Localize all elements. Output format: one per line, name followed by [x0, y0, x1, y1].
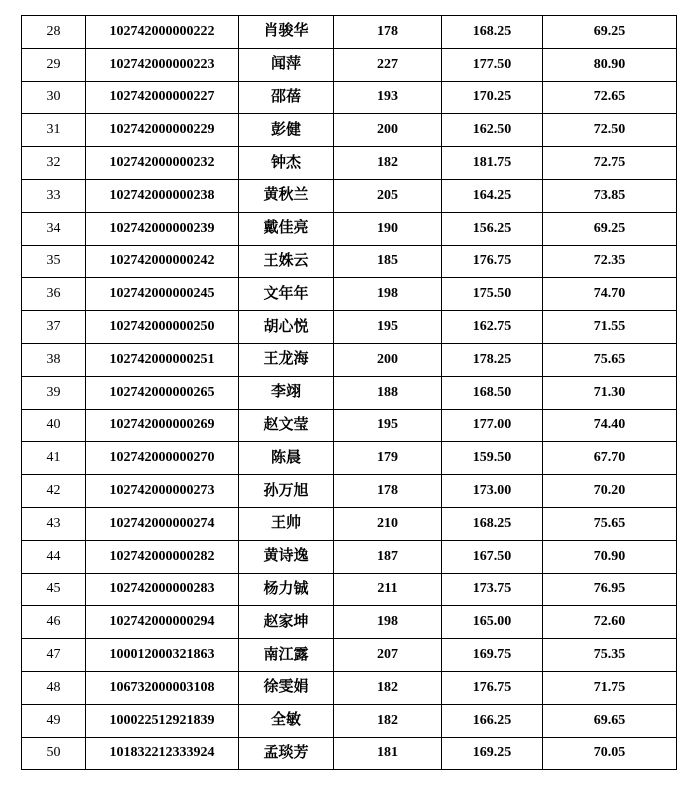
score-b-cell: 168.25: [442, 507, 543, 540]
score-c-cell: 70.90: [543, 540, 677, 573]
candidate-id-cell: 102742000000223: [86, 48, 239, 81]
score-b-cell: 166.25: [442, 704, 543, 737]
candidate-id-cell: 102742000000269: [86, 409, 239, 442]
candidate-name-cell: 王龙海: [239, 343, 334, 376]
score-b-cell: 165.00: [442, 606, 543, 639]
row-number-cell: 44: [22, 540, 86, 573]
candidate-id-cell: 102742000000238: [86, 179, 239, 212]
score-b-cell: 164.25: [442, 179, 543, 212]
row-number-cell: 35: [22, 245, 86, 278]
row-number-cell: 45: [22, 573, 86, 606]
table-body: [22, 16, 677, 770]
score-b-cell: 181.75: [442, 147, 543, 180]
score-c-cell: 72.35: [543, 245, 677, 278]
table-row: [22, 212, 677, 245]
table-row: [22, 147, 677, 180]
row-number-cell: 49: [22, 704, 86, 737]
row-number-cell: 50: [22, 737, 86, 770]
score-a-cell: 190: [334, 212, 442, 245]
candidate-name-cell: 胡心悦: [239, 311, 334, 344]
candidate-id-cell: 101832212333924: [86, 737, 239, 770]
score-a-cell: 198: [334, 278, 442, 311]
candidate-name-cell: 闻萍: [239, 48, 334, 81]
candidate-name-cell: 邵蓓: [239, 81, 334, 114]
score-b-cell: 168.50: [442, 376, 543, 409]
score-b-cell: 169.75: [442, 639, 543, 672]
row-number-cell: 46: [22, 606, 86, 639]
score-b-cell: 175.50: [442, 278, 543, 311]
score-c-cell: 69.65: [543, 704, 677, 737]
table-row: [22, 507, 677, 540]
candidate-name-cell: 杨力铖: [239, 573, 334, 606]
score-a-cell: 207: [334, 639, 442, 672]
row-number-cell: 42: [22, 475, 86, 508]
table-row: [22, 48, 677, 81]
score-a-cell: 185: [334, 245, 442, 278]
candidate-id-cell: 102742000000282: [86, 540, 239, 573]
score-a-cell: 211: [334, 573, 442, 606]
candidate-id-cell: 102742000000227: [86, 81, 239, 114]
score-b-cell: 177.00: [442, 409, 543, 442]
table-row: [22, 16, 677, 49]
candidate-name-cell: 黄秋兰: [239, 179, 334, 212]
row-number-cell: 48: [22, 671, 86, 704]
table-row: [22, 475, 677, 508]
score-a-cell: 182: [334, 671, 442, 704]
candidate-id-cell: 100022512921839: [86, 704, 239, 737]
score-c-cell: 75.65: [543, 343, 677, 376]
score-a-cell: 195: [334, 311, 442, 344]
table-row: [22, 343, 677, 376]
table-row: [22, 671, 677, 704]
candidate-id-cell: 106732000003108: [86, 671, 239, 704]
score-a-cell: 193: [334, 81, 442, 114]
score-c-cell: 70.05: [543, 737, 677, 770]
score-a-cell: 195: [334, 409, 442, 442]
candidate-name-cell: 彭健: [239, 114, 334, 147]
row-number-cell: 43: [22, 507, 86, 540]
score-b-cell: 173.00: [442, 475, 543, 508]
table-row: [22, 540, 677, 573]
score-b-cell: 176.75: [442, 671, 543, 704]
score-table: [21, 15, 677, 770]
table-row: [22, 114, 677, 147]
score-c-cell: 74.40: [543, 409, 677, 442]
table-row: [22, 639, 677, 672]
row-number-cell: 37: [22, 311, 86, 344]
score-a-cell: 200: [334, 343, 442, 376]
table-row: [22, 311, 677, 344]
candidate-id-cell: 102742000000273: [86, 475, 239, 508]
score-b-cell: 169.25: [442, 737, 543, 770]
candidate-id-cell: 102742000000294: [86, 606, 239, 639]
score-b-cell: 156.25: [442, 212, 543, 245]
candidate-name-cell: 赵家坤: [239, 606, 334, 639]
candidate-id-cell: 102742000000270: [86, 442, 239, 475]
score-c-cell: 70.20: [543, 475, 677, 508]
table-row: [22, 409, 677, 442]
candidate-name-cell: 钟杰: [239, 147, 334, 180]
table-row: [22, 245, 677, 278]
score-c-cell: 71.30: [543, 376, 677, 409]
candidate-name-cell: 徐雯娟: [239, 671, 334, 704]
candidate-id-cell: 102742000000251: [86, 343, 239, 376]
row-number-cell: 38: [22, 343, 86, 376]
candidate-name-cell: 赵文莹: [239, 409, 334, 442]
candidate-name-cell: 黄诗逸: [239, 540, 334, 573]
candidate-name-cell: 南江露: [239, 639, 334, 672]
table-row: [22, 442, 677, 475]
table-row: [22, 376, 677, 409]
score-a-cell: 205: [334, 179, 442, 212]
score-b-cell: 173.75: [442, 573, 543, 606]
row-number-cell: 47: [22, 639, 86, 672]
score-b-cell: 177.50: [442, 48, 543, 81]
score-c-cell: 71.75: [543, 671, 677, 704]
score-b-cell: 162.75: [442, 311, 543, 344]
candidate-id-cell: 102742000000232: [86, 147, 239, 180]
candidate-name-cell: 王帅: [239, 507, 334, 540]
score-a-cell: 178: [334, 16, 442, 49]
row-number-cell: 34: [22, 212, 86, 245]
candidate-name-cell: 王姝云: [239, 245, 334, 278]
candidate-name-cell: 孟琰芳: [239, 737, 334, 770]
score-b-cell: 176.75: [442, 245, 543, 278]
candidate-name-cell: 文年年: [239, 278, 334, 311]
row-number-cell: 40: [22, 409, 86, 442]
score-c-cell: 80.90: [543, 48, 677, 81]
score-b-cell: 162.50: [442, 114, 543, 147]
score-a-cell: 200: [334, 114, 442, 147]
score-c-cell: 72.50: [543, 114, 677, 147]
score-c-cell: 76.95: [543, 573, 677, 606]
score-c-cell: 73.85: [543, 179, 677, 212]
row-number-cell: 33: [22, 179, 86, 212]
score-c-cell: 72.75: [543, 147, 677, 180]
table-row: [22, 179, 677, 212]
score-c-cell: 74.70: [543, 278, 677, 311]
candidate-name-cell: 全敏: [239, 704, 334, 737]
score-table-container: [21, 15, 676, 770]
row-number-cell: 31: [22, 114, 86, 147]
candidate-name-cell: 李翊: [239, 376, 334, 409]
row-number-cell: 39: [22, 376, 86, 409]
table-row: [22, 278, 677, 311]
score-c-cell: 72.60: [543, 606, 677, 639]
row-number-cell: 36: [22, 278, 86, 311]
candidate-name-cell: 孙万旭: [239, 475, 334, 508]
score-a-cell: 227: [334, 48, 442, 81]
score-b-cell: 170.25: [442, 81, 543, 114]
score-b-cell: 167.50: [442, 540, 543, 573]
table-row: [22, 606, 677, 639]
table-row: [22, 704, 677, 737]
table-row: [22, 573, 677, 606]
table-row: [22, 737, 677, 770]
score-c-cell: 69.25: [543, 16, 677, 49]
score-c-cell: 67.70: [543, 442, 677, 475]
score-c-cell: 71.55: [543, 311, 677, 344]
candidate-id-cell: 102742000000250: [86, 311, 239, 344]
score-b-cell: 159.50: [442, 442, 543, 475]
score-c-cell: 75.65: [543, 507, 677, 540]
score-c-cell: 75.35: [543, 639, 677, 672]
score-a-cell: 178: [334, 475, 442, 508]
table-row: [22, 81, 677, 114]
row-number-cell: 30: [22, 81, 86, 114]
score-b-cell: 168.25: [442, 16, 543, 49]
score-c-cell: 72.65: [543, 81, 677, 114]
score-a-cell: 182: [334, 704, 442, 737]
row-number-cell: 41: [22, 442, 86, 475]
candidate-id-cell: 102742000000239: [86, 212, 239, 245]
score-b-cell: 178.25: [442, 343, 543, 376]
score-a-cell: 182: [334, 147, 442, 180]
score-a-cell: 181: [334, 737, 442, 770]
candidate-id-cell: 102742000000245: [86, 278, 239, 311]
row-number-cell: 32: [22, 147, 86, 180]
candidate-id-cell: 100012000321863: [86, 639, 239, 672]
score-c-cell: 69.25: [543, 212, 677, 245]
score-a-cell: 198: [334, 606, 442, 639]
score-a-cell: 188: [334, 376, 442, 409]
score-a-cell: 187: [334, 540, 442, 573]
score-a-cell: 210: [334, 507, 442, 540]
candidate-id-cell: 102742000000229: [86, 114, 239, 147]
candidate-id-cell: 102742000000283: [86, 573, 239, 606]
candidate-id-cell: 102742000000265: [86, 376, 239, 409]
score-a-cell: 179: [334, 442, 442, 475]
candidate-name-cell: 肖骏华: [239, 16, 334, 49]
candidate-id-cell: 102742000000242: [86, 245, 239, 278]
candidate-id-cell: 102742000000274: [86, 507, 239, 540]
candidate-name-cell: 陈晨: [239, 442, 334, 475]
row-number-cell: 29: [22, 48, 86, 81]
candidate-id-cell: 102742000000222: [86, 16, 239, 49]
candidate-name-cell: 戴佳亮: [239, 212, 334, 245]
row-number-cell: 28: [22, 16, 86, 49]
